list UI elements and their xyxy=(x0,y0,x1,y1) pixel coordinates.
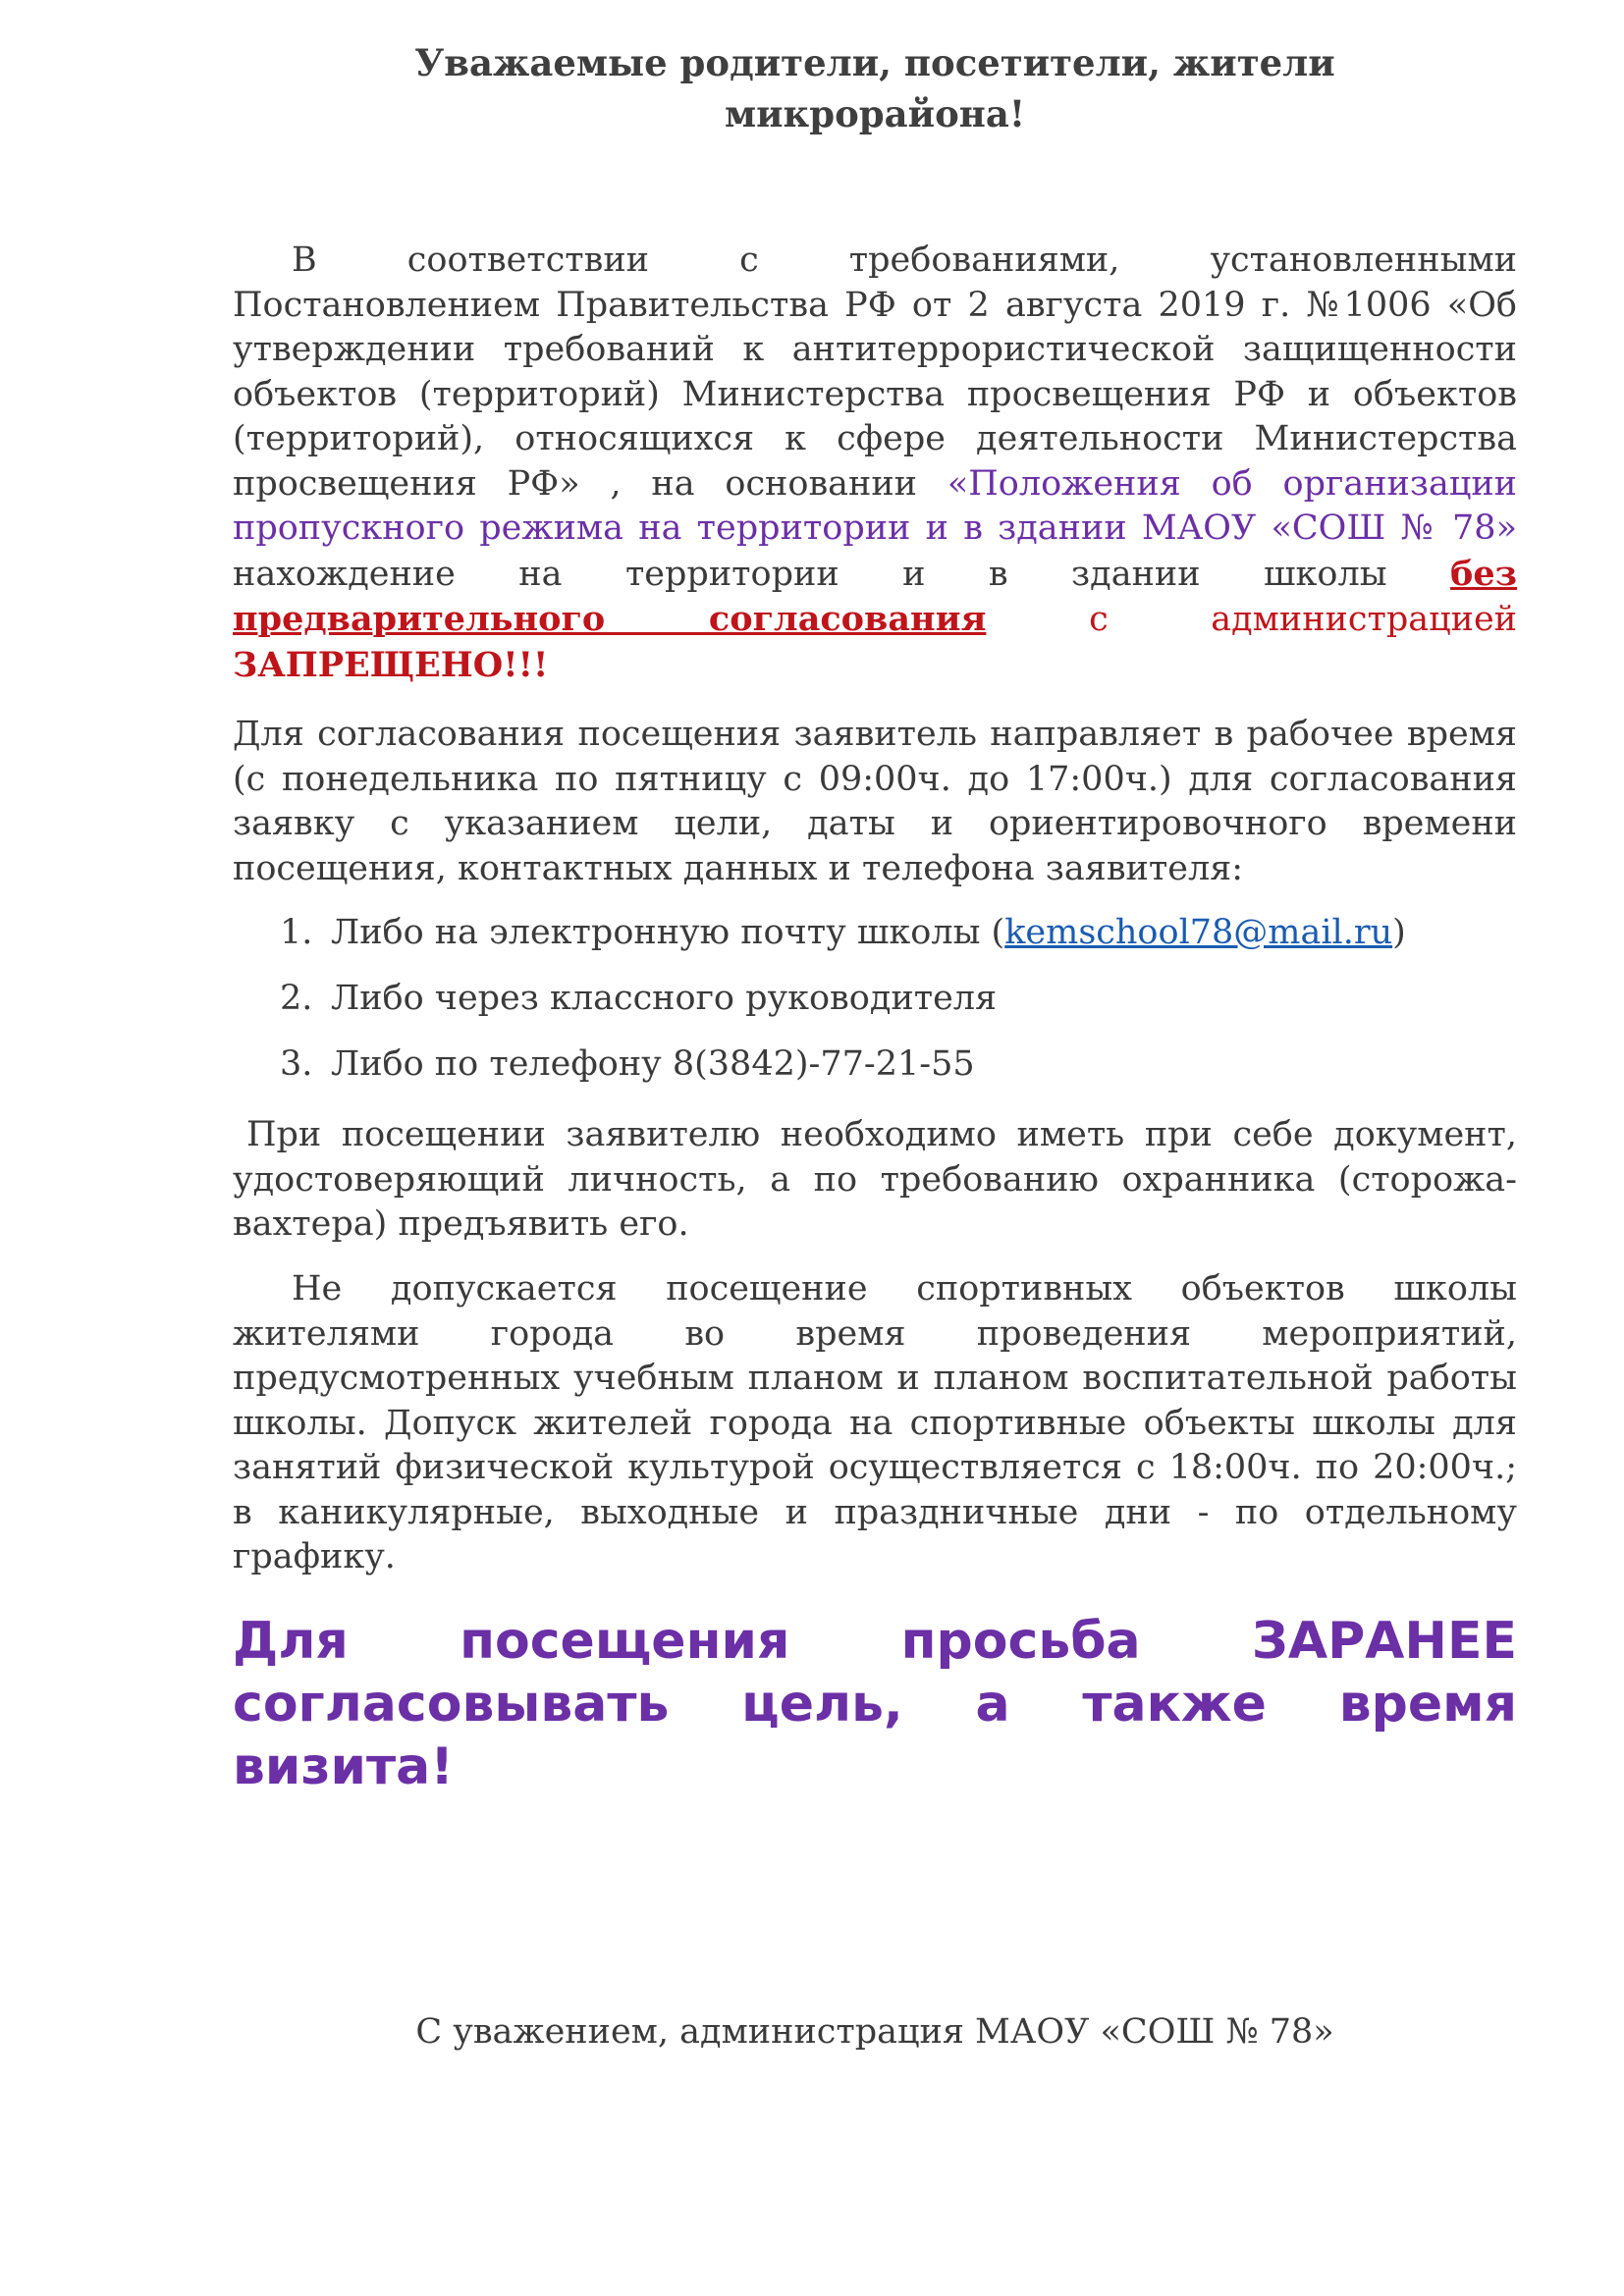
page-title xyxy=(233,37,1517,139)
list-item-text-after: ) xyxy=(1392,913,1406,952)
without-approval-text: без предварительного согласования xyxy=(233,553,1517,639)
call-to-action: Для посещения просьба ЗАРАНЕЕ согласовывать цель, а также время визита! xyxy=(233,1612,1517,1796)
regulation-reference: «Положения об организации пропускного режима на территории и в здании МАОУ «СОШ № 78» xyxy=(233,463,1518,548)
title-line-1: Уважаемые родители, посетители, жители xyxy=(414,41,1335,84)
title-line-2: микрорайона! xyxy=(724,92,1026,135)
paragraph-regulation-middle: нахождение на территории и в здании школы xyxy=(233,554,1451,594)
forbidden-text: ЗАПРЕЩЕНО!!! xyxy=(233,644,549,685)
list-item-text: Либо на электронную почту школы ( xyxy=(331,913,1005,952)
list-item-text: Либо через классного руководителя xyxy=(331,979,998,1018)
paragraph-regulation xyxy=(233,239,1517,688)
paragraph-approval-procedure: Для согласования посещения заявитель направляет в рабочее время (с понедельника по пятницу с 09:00ч. до 17:00ч.) для согласования заявку с указанием цели, даты и ориентировочного времени посещения, контактных данных и телефона заявителя: xyxy=(233,715,1517,888)
list-item-number: 2. xyxy=(280,979,313,1018)
paragraph-sports-facilities: Не допускается посещение спортивных объектов школы жителями города во время проведения мероприятий, предусмотренных учебным планом и планом воспитательной работы школы. Допуск жителей города на спортивные объекты школы для занятий физической культурой осуществляется с 18:00ч. по 20:00ч.; в каникулярные, выходные и праздничные дни - по отдельному графику. xyxy=(233,1269,1517,1576)
paragraph-identity-document: При посещении заявителю необходимо иметь при себе документ, удостоверяющий личность, а по требованию охранника (сторожа-вахтера) предъявить его. xyxy=(233,1115,1517,1244)
email-link[interactable]: kemschool78@mail.ru xyxy=(1004,913,1393,952)
signature: С уважением, администрация МАОУ «СОШ № 78» xyxy=(415,2012,1334,2052)
list-item-number: 3. xyxy=(280,1044,313,1084)
list-item-number: 1. xyxy=(280,913,313,952)
list-item-text: Либо по телефону 8(3842)-77-21-55 xyxy=(331,1044,975,1084)
paragraph-regulation-intro: В соответствии с требованиями, установленными Постановлением Правительства РФ от 2 августа 2019 г. №1006 «Об утверждении требований к антитеррористической защищенности объектов (территорий) Министерства просвещения РФ и объектов (территорий), относящихся к сфере деятельности Министерства просвещения РФ» , на основании xyxy=(233,240,1517,504)
list-item xyxy=(280,1042,975,1087)
list-item xyxy=(280,977,997,1021)
list-item xyxy=(280,911,1406,955)
with-admin-text: с администрацией xyxy=(986,600,1517,639)
